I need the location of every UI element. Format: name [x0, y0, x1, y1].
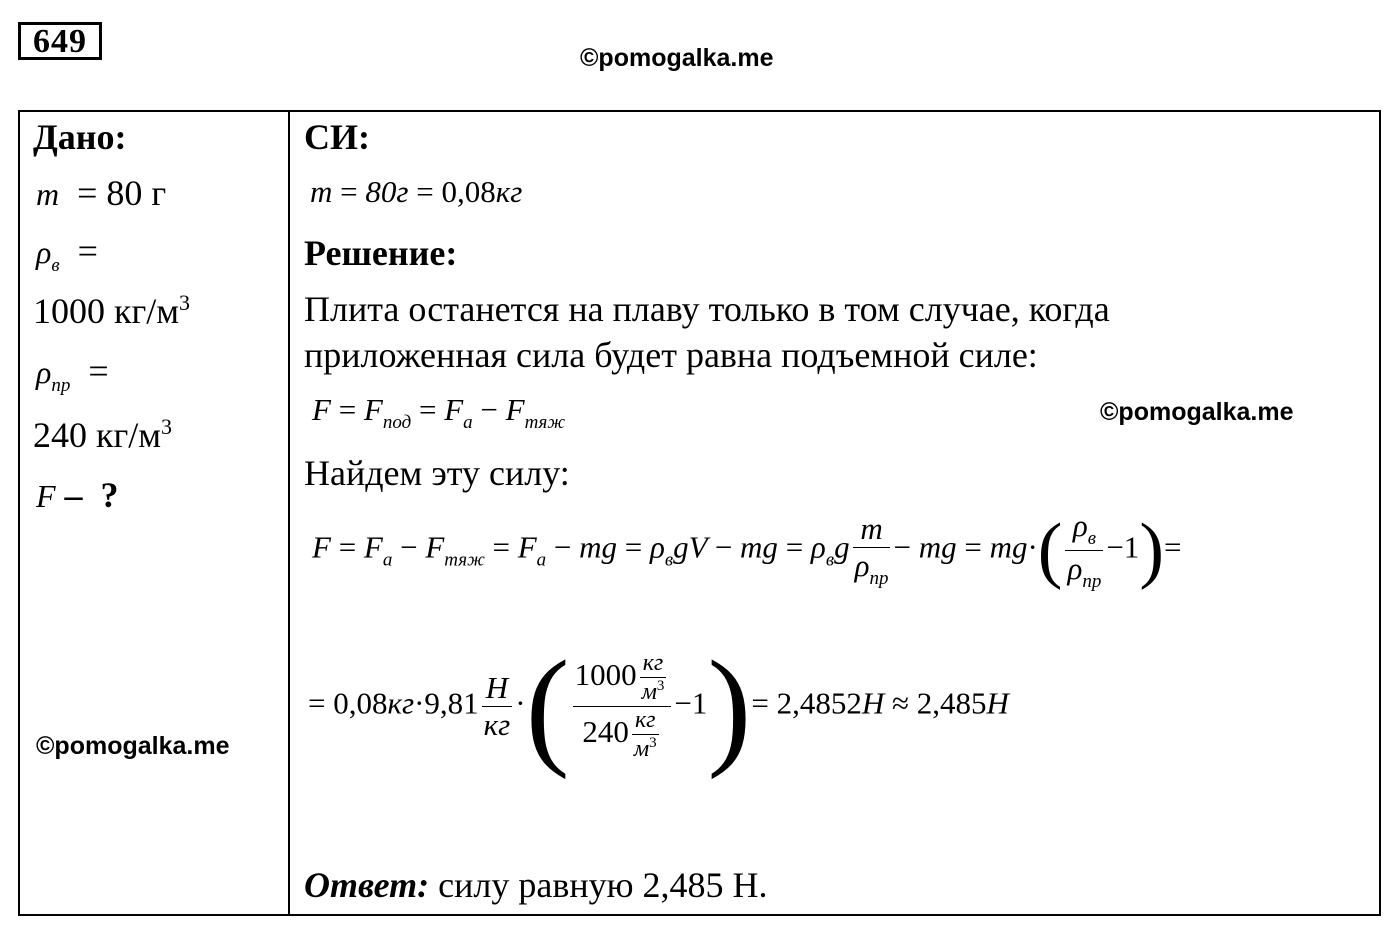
given-plate-density-label: $\rho_{пр}$ = [36, 351, 109, 396]
given-plate-density-value: 240 $кг/м^3$ [33, 414, 173, 455]
answer-label: Ответ: [304, 865, 430, 905]
force-derivation-formula: $F = F_а - F_{тяж} = F_а$ − mg = $\rho_вgV$ − mg = $\rho_вg$ $\frac{m}{\rho_{пр}}$ − mg = mg·( $\frac{\rho_в}{\rho_{пр}}$ −1)= [312, 508, 1182, 592]
force-calculation-formula: = 0,08кг·9,81 $\frac{Н}{кг}$ ·( 1000 $\frac{кг}{м^3}$ 240 $\frac{кг}{м^3}$ −1)= 2,4852Н ≈ 2,485Н [308, 633, 1009, 780]
answer [304, 864, 767, 906]
solution-text-2: приложенная сила будет равна подъемной силе: [304, 335, 1038, 375]
answer-text: силу равную 2,485 Н. [438, 865, 768, 905]
solution-title: Решение: [304, 233, 458, 273]
given-water-density-value: 1000 $кг/м^3$ [33, 290, 191, 331]
solution-text-1: Плита останется на плаву только в том случае, когда [304, 289, 1110, 329]
watermark-top: ©pomogalka.me [580, 44, 774, 72]
given-mass: m = 80 г [36, 173, 167, 213]
lifting-force-formula: $F = F_{под} = F_а - F_{тяж}$ [312, 392, 566, 433]
given-title: Дано: [33, 117, 127, 157]
watermark-right: ©pomogalka.me [1100, 398, 1294, 426]
column-divider [288, 110, 290, 916]
given-water-density-label: $\rho_в$ = [36, 231, 98, 276]
si-formula: m = 80г = 0,08кг [310, 174, 523, 209]
problem-number: 649 [18, 22, 102, 60]
watermark-left: ©pomogalka.me [36, 732, 230, 760]
solution-text-find: Найдем эту силу: [304, 453, 570, 493]
si-title: СИ: [304, 117, 370, 157]
given-unknown: F – ? [36, 475, 119, 515]
